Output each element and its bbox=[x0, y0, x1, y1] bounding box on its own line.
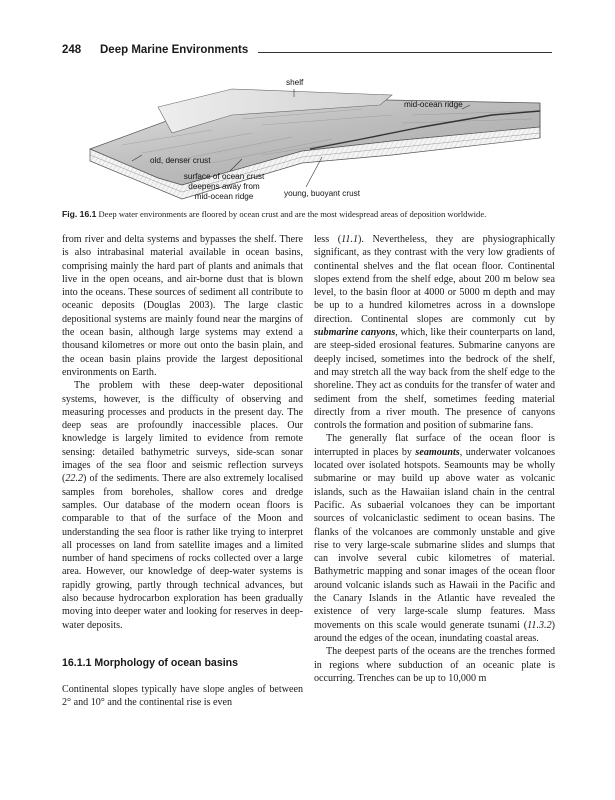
cross-reference: 22.2 bbox=[65, 473, 84, 485]
label-shelf: shelf bbox=[286, 78, 304, 87]
figure-16-1 bbox=[62, 75, 552, 208]
key-term: submarine canyons bbox=[314, 327, 396, 339]
key-term: seamounts bbox=[415, 446, 460, 458]
header-rule bbox=[258, 52, 552, 53]
paragraph: Continental slopes typically have slope angles of between 2° and 10° and the continental rise is even bbox=[62, 683, 303, 709]
page-number: 248 bbox=[62, 44, 82, 56]
label-crust-deepens: surface of ocean crust deepens away from mid-ocean ridge bbox=[183, 172, 265, 201]
paragraph: The deepest parts of the oceans are the trenches formed in regions where subduction of an oceanic plate is occurring. Trenches can be up to 10,000 m bbox=[314, 646, 555, 684]
right-column bbox=[314, 233, 555, 685]
running-title: Deep Marine Environments bbox=[100, 44, 249, 56]
paragraph: less (11.1). Nevertheless, they are physiographically significant, as they contrast with the very low gradients of continental shelves and the flat ocean floor. Continental slopes extend from the shelf edge, about 200 m below sea level, to the basin floor at 4000 or 5000 m depth and may be up to a hundred kilometres across in a downslope direction. Continental slopes are commonly cut by submarine canyons, which, like their counterparts on land, are steep-sided erosional features. Submarine canyons are deeply incised, sometimes into the bedrock of the shelf, and may stretch all the way back from the shelf edge to the shoreline. They act as conduits for the transfer of water and sediment from the shelf, sometimes feeding material directly from a river mouth. The presence of canyons controls the formation and position of submarine fans. bbox=[314, 234, 556, 432]
cross-reference: 11.1 bbox=[341, 234, 359, 245]
paragraph: The generally flat surface of the ocean floor is interrupted in places by seamounts, underwater volcanoes located over isolated hotspots. Seamounts may be wholly submarine or may build up above water as volcanic islands, such as the Hawaiian island chain in the central Pacific. As subaerial volcanoes they can be important sources of volcaniclastic sediment to ocean basins. The flanks of the volcanoes are commonly unstable and give rise to very large-scale submarine slides and slumps that can involve several cubic kilometres of material. Bathymetric mapping and sonar images of the ocean floor around volcanic islands such as Hawaii in the Pacific and the Canary Islands in the Atlantic have revealed the existence of very large-scale slump features. Mass movements on this scale would generate tsunami (11.3.2) around the edges of the ocean, inundating coastal areas. bbox=[314, 433, 556, 644]
label-mid-ocean-ridge: mid-ocean ridge bbox=[404, 100, 463, 109]
left-column bbox=[62, 233, 303, 710]
cross-reference: 11.3.2 bbox=[527, 619, 552, 631]
section-heading: 16.1.1 Morphology of ocean basins bbox=[62, 656, 239, 669]
paragraph: from river and delta systems and bypasses the shelf. There is also intrabasinal material available in ocean basins, comprising mainly the hard part of plants and animals that live in the open oceans, and air-borne dust that is blown into the oceans. These sources of sediment all contribute to oceanic deposits (Douglas 2003). The large clastic depositional systems are mainly found near the margins of the ocean basin, although large systems may extend a thousand kilometres or more out onto the basin plain, and the ocean basin plains provide the largest depositional environments on Earth. bbox=[62, 234, 303, 378]
paragraph: The problem with these deep-water depositional systems, however, is the difficulty of observing and measuring processes and products in the present day. The deep seas are profoundly inaccessible places. Our knowledge is largely limited to evidence from remote sensing: detailed bathymetric surveys, side-scan sonar images of the sea floor and seismic reflection surveys (22.2) of the sediments. There are also extremely localised samples from boreholes, shallow cores and dredge samples. Our database of the modern ocean floors is comparable to that of the surface of the Moon and understanding the sea floor is rather like trying to interpret all processes on land from satellite images and a limited number of hand specimens of rocks collected over a large area. However, our knowledge of deep-water systems is rapidly growing, partly through technical advances, but also because hydrocarbon exploration has been gradually moving into deeper water and looking for reserves in deep-water deposits. bbox=[62, 380, 303, 631]
label-old-denser-crust: old, denser crust bbox=[150, 156, 211, 165]
running-header bbox=[62, 44, 552, 60]
caption-text: Deep water environments are floored by ocean crust and are the most widespread areas of deposition worldwide. bbox=[98, 209, 487, 219]
figure-caption bbox=[62, 209, 554, 220]
label-young-buoyant-crust: young, buoyant crust bbox=[284, 189, 361, 198]
caption-label: Fig. 16.1 bbox=[62, 209, 97, 219]
